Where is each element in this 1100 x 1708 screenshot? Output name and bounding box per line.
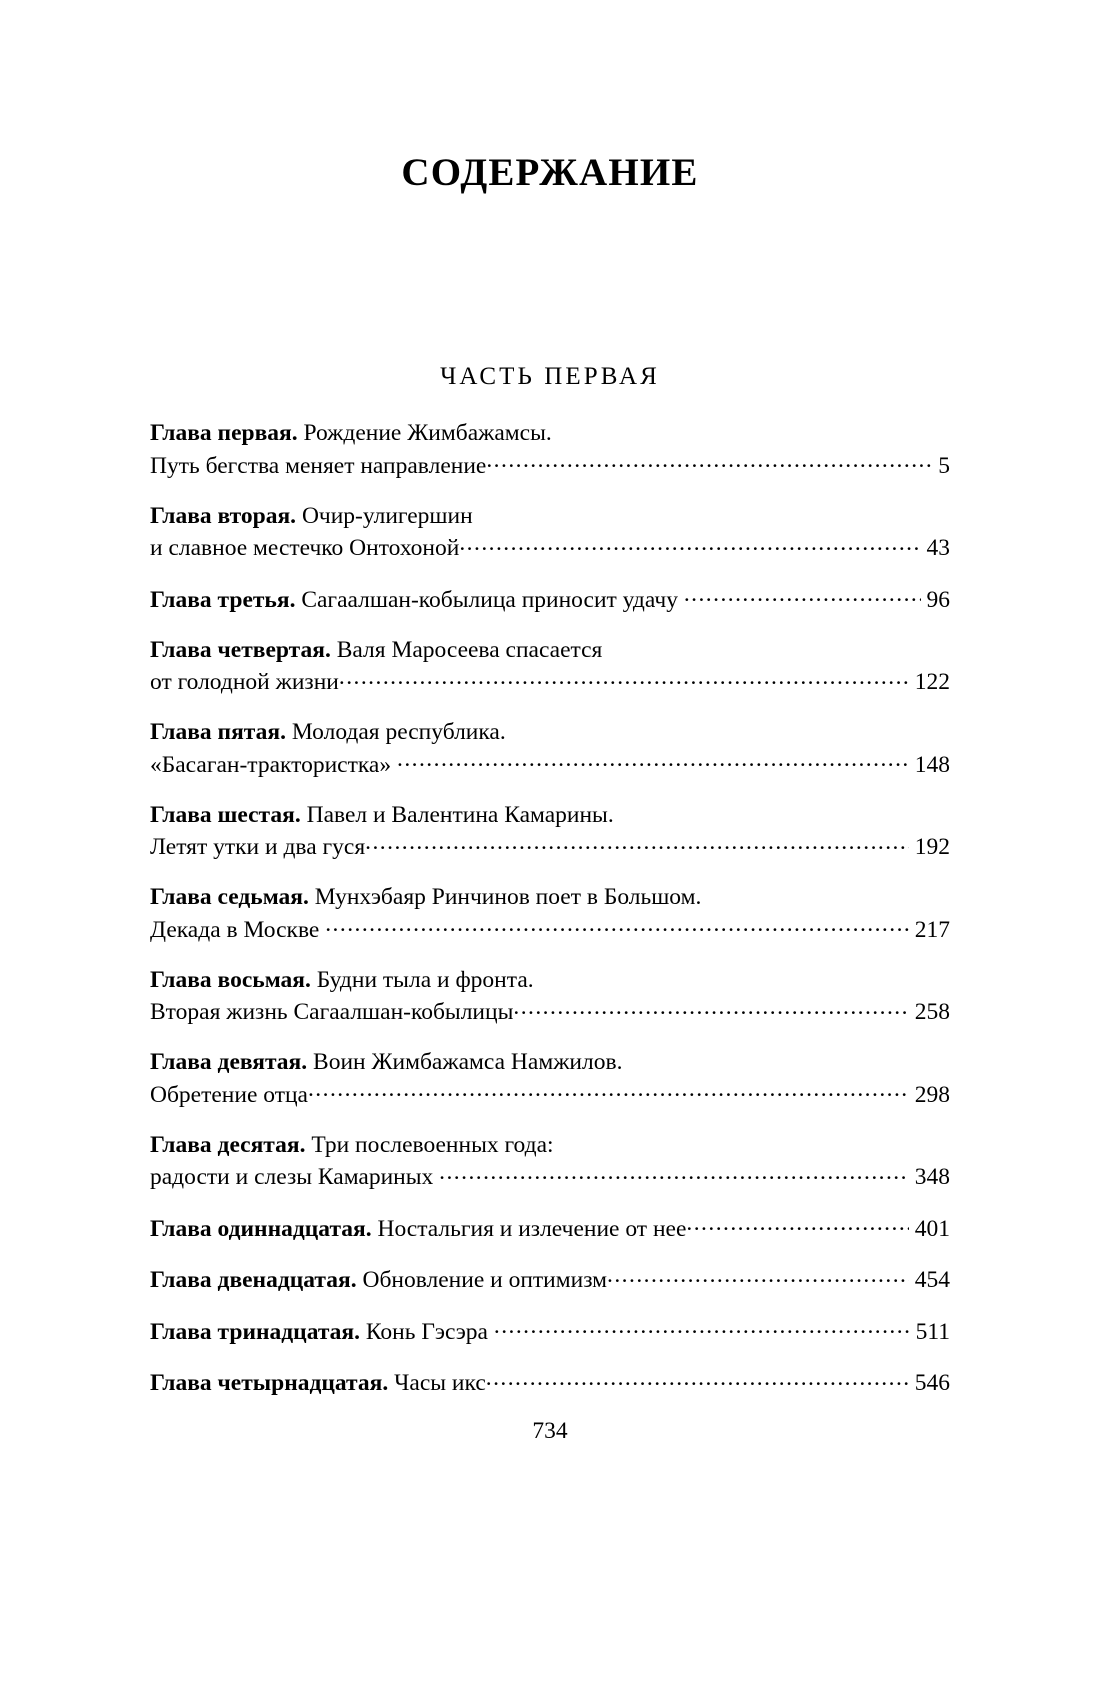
chapter-title-text: Обновление и оптимизм	[362, 1267, 608, 1294]
chapter-label: Глава двенадцатая.	[150, 1267, 363, 1294]
toc-entry-final-line	[150, 1078, 950, 1111]
chapter-title-text: Конь Гэсэра	[365, 1318, 494, 1345]
page-folio: 734	[532, 1418, 568, 1444]
dot-leader	[325, 913, 909, 937]
dot-leader	[684, 583, 921, 607]
chapter-title-text: Валя Маросеева спасается	[336, 636, 603, 663]
chapter-title-text: Три послевоенных года:	[311, 1131, 554, 1158]
dot-leader	[459, 532, 920, 556]
toc-entry[interactable]	[150, 501, 950, 565]
dot-leader	[486, 1367, 909, 1391]
toc-entry-final-line	[150, 748, 950, 781]
toc-entry[interactable]	[150, 717, 950, 781]
chapter-title-text: Часы икс	[394, 1370, 486, 1397]
toc-entry[interactable]	[150, 882, 950, 946]
chapter-title-text: Декада в Москве	[150, 916, 326, 943]
chapter-label: Глава четвертая.	[150, 636, 337, 663]
dot-leader	[397, 748, 909, 772]
chapter-title-text: Обретение отца	[150, 1081, 308, 1108]
toc-entry[interactable]	[150, 418, 950, 482]
chapter-title-text: Летят утки и два гуся	[150, 834, 366, 861]
chapter-label: Глава четырнадцатая.	[150, 1370, 395, 1397]
chapter-label: Глава первая.	[150, 420, 304, 447]
toc-entry-line	[150, 800, 950, 831]
toc-content	[150, 0, 950, 1418]
page-number: 546	[914, 1370, 950, 1397]
page-number: 122	[914, 669, 950, 696]
toc-entry-line	[150, 717, 950, 748]
chapter-title-text: и славное местечко Онтохоной	[150, 535, 460, 562]
toc-entry-final-line	[150, 583, 950, 616]
toc-entry-line	[150, 418, 950, 449]
page-number: 148	[914, 751, 950, 778]
dot-leader	[607, 1264, 909, 1288]
toc-entry-final-line	[150, 831, 950, 864]
chapter-label: Глава вторая.	[150, 502, 302, 529]
chapter-title-text: Воин Жимбажамса Намжилов.	[313, 1049, 623, 1076]
chapter-label: Глава десятая.	[150, 1131, 312, 1158]
chapter-label: Глава шестая.	[150, 801, 307, 828]
toc-entry-final-line	[150, 1161, 950, 1194]
toc-entry-line	[150, 882, 950, 913]
chapter-title-text: Вторая жизнь Сагаалшан-кобылицы	[150, 999, 514, 1026]
dot-leader	[439, 1161, 909, 1185]
dot-leader	[308, 1078, 909, 1102]
toc-entry-final-line	[150, 1315, 950, 1348]
chapter-title-text: «Басаган-трактористка»	[150, 751, 397, 778]
chapter-title-text: Мунхэбаяр Ринчинов поет в Большом.	[314, 884, 702, 911]
page-number: 43	[926, 535, 950, 562]
chapter-label: Глава тринадцатая.	[150, 1318, 366, 1345]
toc-entry-line	[150, 635, 950, 666]
chapter-title-text: Очир-улигершин	[301, 502, 473, 529]
toc-entry[interactable]	[150, 635, 950, 699]
chapter-label: Глава одиннадцатая.	[150, 1215, 378, 1242]
page-number: 401	[914, 1215, 950, 1242]
toc-entry-line	[150, 1047, 950, 1078]
page-title: СОДЕРЖАНИЕ	[401, 151, 699, 194]
toc-entry[interactable]	[150, 583, 950, 616]
chapter-title-text: радости и слезы Камариных	[150, 1164, 440, 1191]
toc-entry-final-line	[150, 913, 950, 946]
toc-entry[interactable]	[150, 1315, 950, 1348]
toc-entry-final-line	[150, 532, 950, 565]
chapter-label: Глава восьмая.	[150, 966, 317, 993]
page-number: 217	[914, 916, 950, 943]
toc-entry[interactable]	[150, 1047, 950, 1111]
toc-entry-final-line	[150, 666, 950, 699]
chapter-title-text: Молодая республика.	[291, 719, 506, 746]
dot-leader	[486, 449, 932, 473]
chapter-label: Глава третья.	[150, 586, 302, 613]
page-number: 192	[914, 834, 950, 861]
toc-entry-line	[150, 501, 950, 532]
toc-entry-list	[150, 390, 950, 1399]
chapter-title-text: от голодной жизни	[150, 669, 339, 696]
chapter-title-text: Рождение Жимбажамсы.	[303, 420, 552, 447]
dot-leader	[686, 1212, 908, 1236]
toc-entry[interactable]	[150, 1367, 950, 1400]
page-number: 5	[938, 452, 950, 479]
toc-entry-final-line	[150, 1212, 950, 1245]
toc-entry-final-line	[150, 1367, 950, 1400]
page-number: 258	[914, 999, 950, 1026]
dot-leader	[339, 666, 909, 690]
part-heading: ЧАСТЬ ПЕРВАЯ	[440, 362, 660, 390]
page-number: 298	[914, 1081, 950, 1108]
toc-entry-final-line	[150, 996, 950, 1029]
page-number: 511	[915, 1318, 950, 1345]
toc-entry-line	[150, 1130, 950, 1161]
toc-entry-line	[150, 965, 950, 996]
chapter-label: Глава пятая.	[150, 719, 292, 746]
chapter-title-text: Путь бегства меняет направление	[150, 452, 487, 479]
dot-leader	[513, 996, 908, 1020]
chapter-label: Глава седьмая.	[150, 884, 315, 911]
toc-entry[interactable]	[150, 1264, 950, 1297]
page-number: 454	[914, 1267, 950, 1294]
page-number: 348	[914, 1164, 950, 1191]
toc-entry[interactable]	[150, 1212, 950, 1245]
toc-entry[interactable]	[150, 1130, 950, 1194]
dot-leader	[365, 831, 909, 855]
chapter-label: Глава девятая.	[150, 1049, 314, 1076]
chapter-title-text: Ностальгия и излечение от нее	[377, 1215, 687, 1242]
page-number: 96	[926, 586, 950, 613]
dot-leader	[494, 1315, 910, 1339]
toc-entry[interactable]	[150, 965, 950, 1029]
chapter-title-text: Будни тыла и фронта.	[316, 966, 534, 993]
toc-entry[interactable]	[150, 800, 950, 864]
chapter-title-text: Павел и Валентина Камарины.	[306, 801, 614, 828]
toc-entry-final-line	[150, 449, 950, 482]
chapter-title-text: Сагаалшан-кобылица приносит удачу	[301, 586, 684, 613]
toc-entry-final-line	[150, 1264, 950, 1297]
